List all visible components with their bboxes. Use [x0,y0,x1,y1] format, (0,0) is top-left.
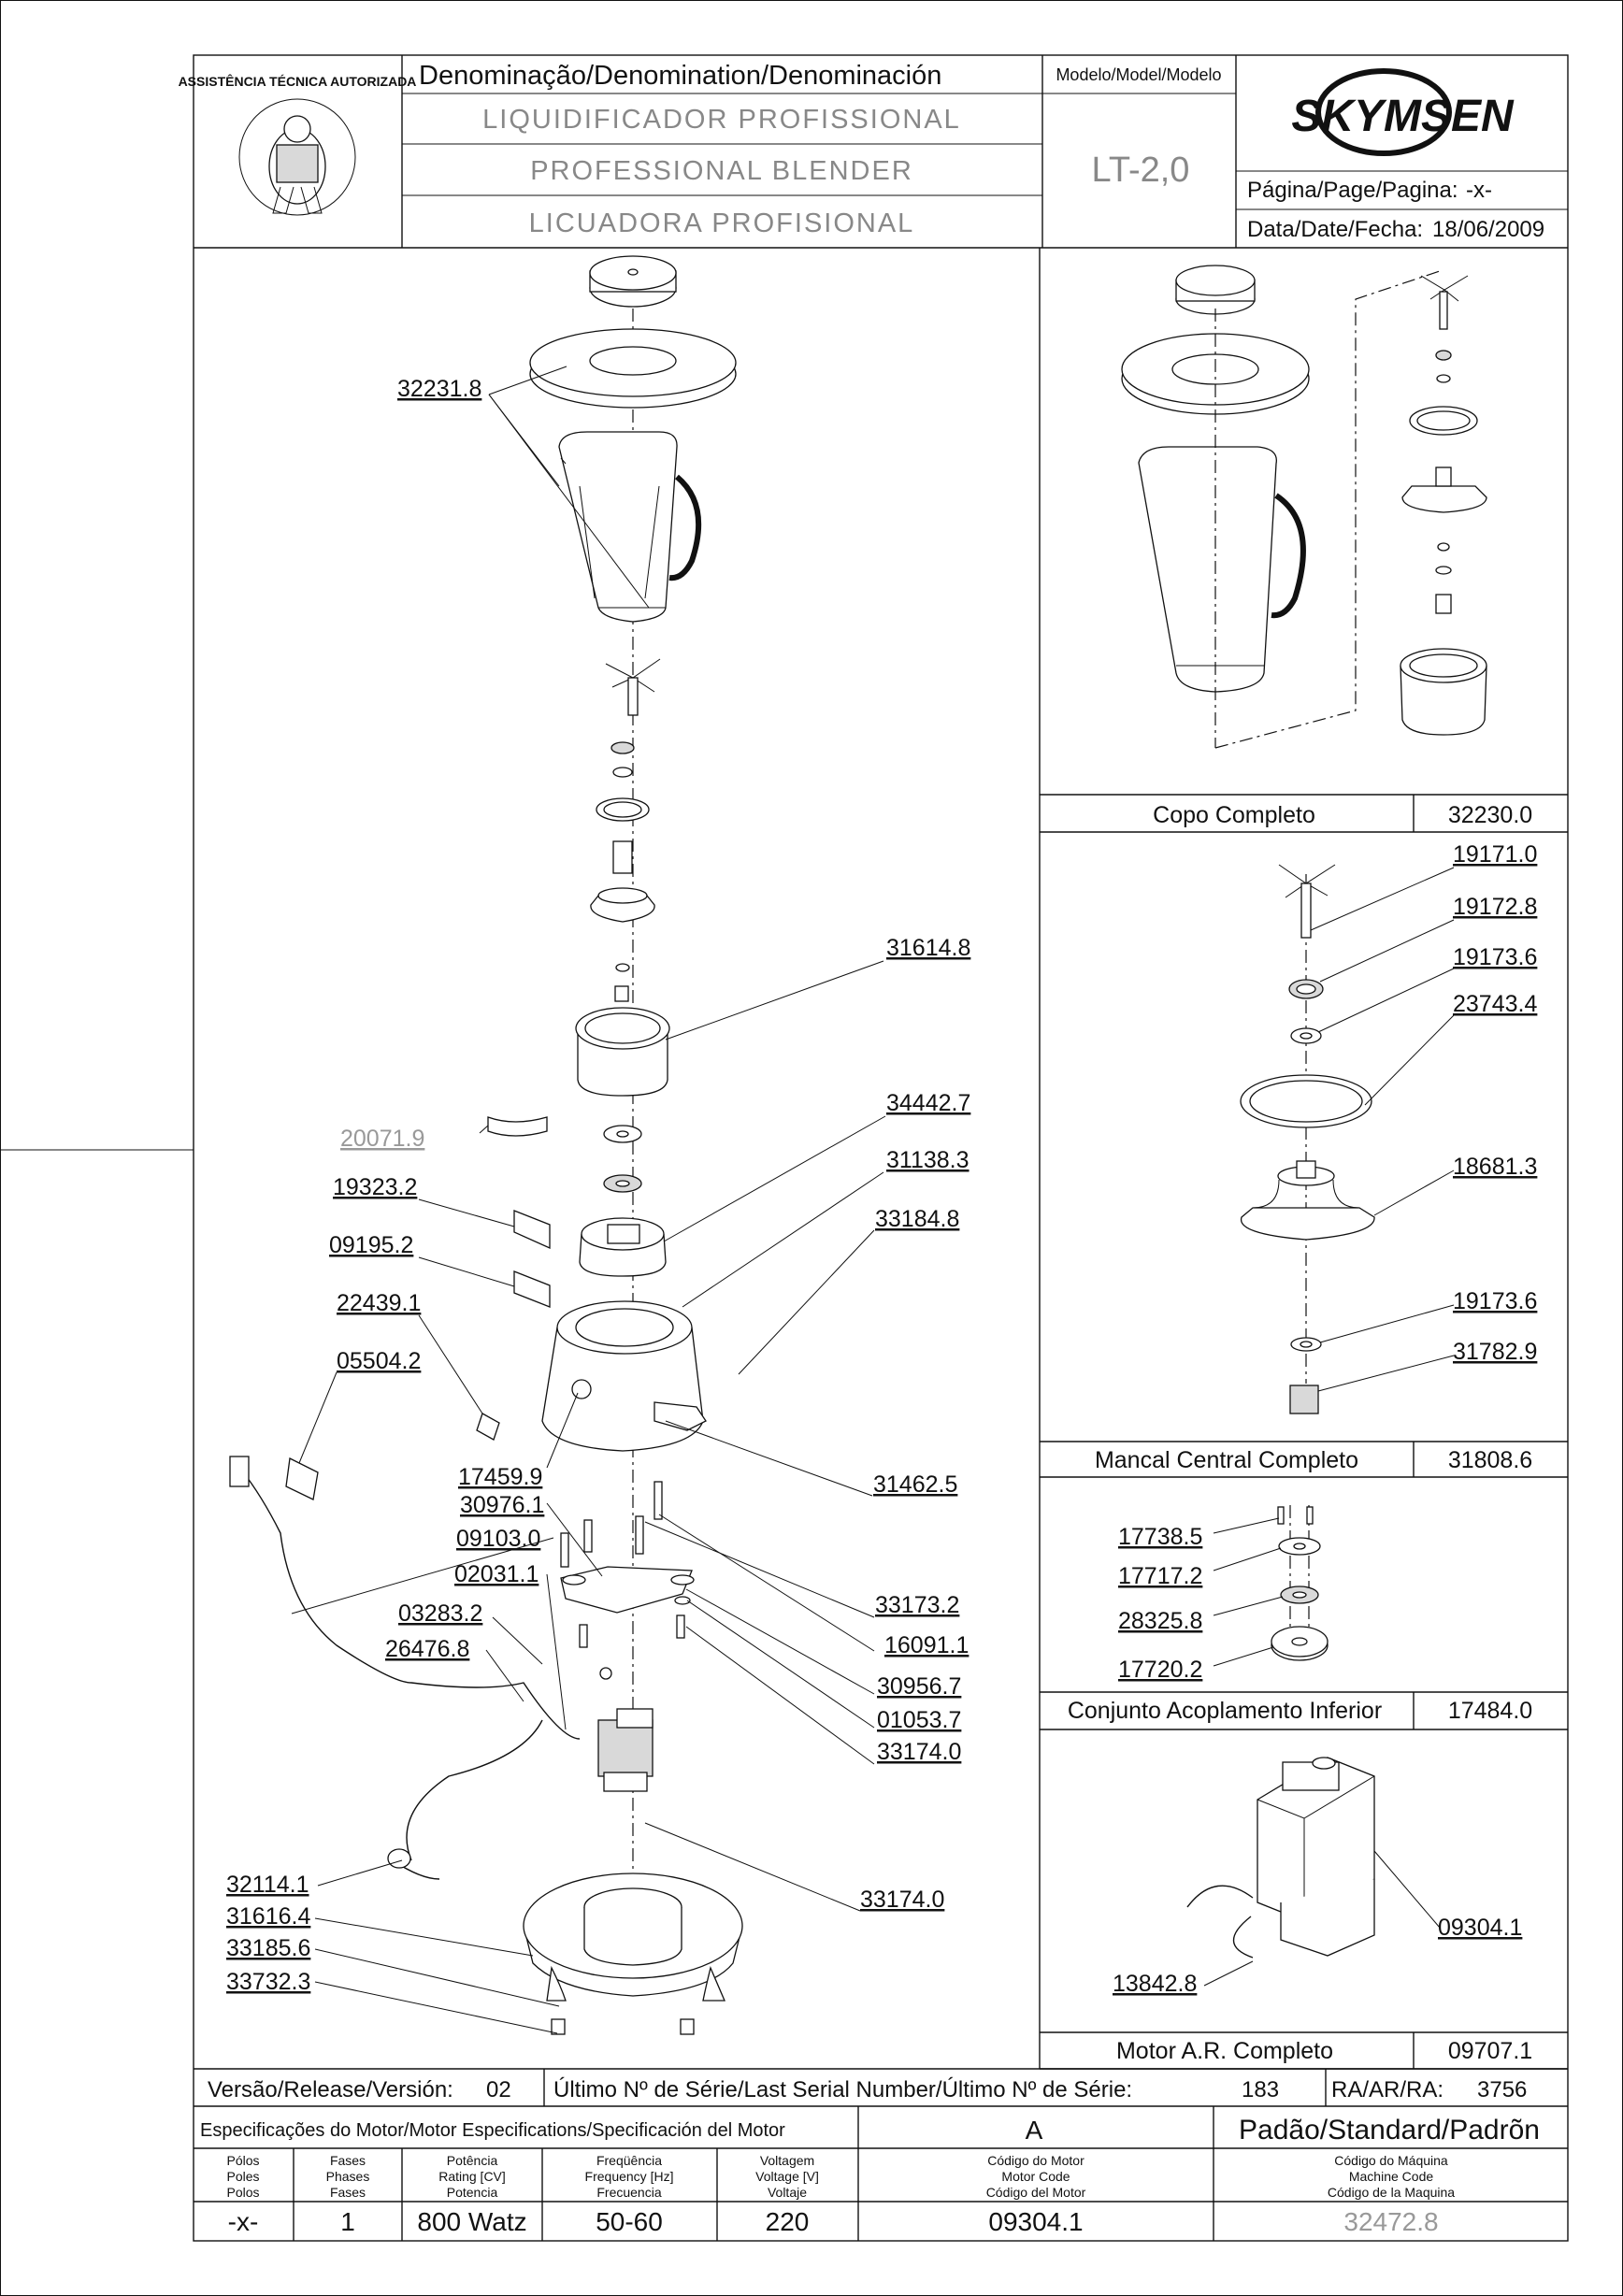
upper-cover [580,1218,666,1276]
part-label: 33173.2 [875,1592,960,1618]
motor-spec-table [194,2106,1568,2241]
serial-value: 183 [1242,2077,1280,2102]
spec-title: Especificações do Motor/Motor Especifications/Specificación del Motor [200,2120,785,2141]
copo-drawing [1122,265,1487,748]
seal-caption: ASSISTÊNCIA TÉCNICA AUTORIZADA [178,74,417,89]
blender-jar [559,432,698,622]
spec-value-phases: 1 [340,2207,355,2236]
bearing-stack [591,742,654,1001]
motor-drawing [1187,1758,1374,1958]
page-value: -x- [1466,178,1492,203]
brand-name: SKYMSEN [1291,92,1514,141]
spec-value-poles: -x- [227,2207,259,2236]
ra-value: 3756 [1477,2077,1528,2102]
part-label: 30956.7 [877,1673,962,1700]
assembly-code: 17484.0 [1447,1698,1533,1724]
motor-unit [598,1709,653,1791]
col-label-machine-code: Código do Máquina Machine Code Código de la Maquina [1327,2153,1456,2200]
product-name-pt: LIQUIDIFICADOR PROFISSIONAL [482,105,961,135]
part-label: 13842.8 [1113,1971,1198,1997]
part-label: 09103.0 [456,1526,541,1552]
mancal-leader-lines [1311,868,1454,1391]
part-label: 17738.5 [1118,1524,1203,1550]
assembly-panels [1040,265,1568,2069]
spec-value-motor-code: 09304.1 [988,2207,1084,2236]
assembly-name: Motor A.R. Completo [1115,2038,1334,2064]
col-label-poles: Pólos Poles Polos [226,2153,260,2200]
lid-cap [590,256,676,307]
col-label-frequency: Freqüência Frequency [Hz] Frecuencia [584,2153,674,2200]
part-label: 26476.8 [385,1636,470,1662]
part-label: 31782.9 [1453,1339,1538,1365]
part-label: 33732.3 [226,1969,311,1995]
jar-base-coupling [576,1008,669,1096]
part-label: 23743.4 [1453,991,1538,1017]
col-label-voltage: Voltagem Voltage [V] Voltaje [755,2153,819,2200]
assembly-code: 09707.1 [1447,2038,1533,2064]
part-label: 03283.2 [398,1600,483,1627]
part-label: 05504.2 [337,1348,422,1374]
spec-variant: A [1025,2116,1043,2145]
part-label: 31138.3 [886,1147,969,1173]
date-label: Data/Date/Fecha: [1247,217,1424,242]
assembly-code: 32230.0 [1447,802,1533,828]
spec-value-rating: 800 Watz [417,2207,527,2236]
spec-value-machine-code: 32472.8 [1343,2207,1439,2236]
date-value: 18/06/2009 [1432,217,1545,242]
acoplamento-drawing [1271,1505,1328,1660]
part-label: 33185.6 [226,1935,311,1961]
part-label: 20071.9 [340,1126,425,1152]
part-label: 17459.9 [458,1464,543,1490]
part-label: 09304.1 [1438,1915,1523,1941]
title-block [179,55,1568,248]
part-label: 31616.4 [226,1903,311,1930]
part-label: 19171.0 [1453,841,1538,868]
part-label: 31462.5 [873,1471,958,1498]
panel-motor-completo [1113,1758,1532,2064]
part-label: 31614.8 [886,935,971,961]
standard-label: Padão/Standard/Padrõn [1239,2115,1540,2145]
part-label: 34442.7 [886,1090,971,1116]
product-name-es: LICUADORA PROFISIONAL [528,208,915,238]
col-label-phases: Fases Phases Fases [325,2153,370,2200]
part-label: 19173.6 [1453,944,1538,970]
bracket-and-screws [561,1482,694,1679]
release-bar [194,2069,1568,2106]
part-label: 09195.2 [329,1232,414,1258]
part-label: 17717.2 [1118,1563,1203,1589]
part-label: 19323.2 [333,1174,418,1200]
col-label-motor-code: Código do Motor Motor Code Código del Motor [985,2153,1086,2200]
model-label: Modelo/Model/Modelo [1056,65,1222,84]
lower-coupling-parts [604,1126,641,1192]
part-label: 28325.8 [1118,1608,1203,1634]
panel-mancal-central [1095,841,1538,1473]
part-label: 02031.1 [454,1561,539,1587]
assembly-code: 31808.6 [1447,1447,1533,1473]
part-label: 19172.8 [1453,894,1538,920]
version-label: Versão/Release/Versión: [208,2077,453,2102]
part-label: 22439.1 [337,1290,422,1316]
spec-value-voltage: 220 [765,2207,810,2236]
part-label: 32231.8 [397,376,482,402]
part-label: 18681.3 [1453,1154,1538,1180]
version-value: 02 [486,2077,511,2102]
part-label: 30976.1 [460,1492,545,1518]
panel-copo-completo [1122,265,1532,828]
part-label: 32114.1 [226,1872,309,1898]
brand-logo [1291,71,1515,153]
main-exploded-view [226,248,1040,2069]
model-value: LT-2,0 [1091,151,1190,190]
assembly-name: Mancal Central Completo [1094,1447,1359,1473]
col-label-rating: Potência Rating [CV] Potencia [438,2153,506,2200]
spec-value-frequency: 50-60 [596,2207,663,2236]
assembly-name: Conjunto Acoplamento Inferior [1067,1698,1383,1724]
denomination-label: Denominação/Denomination/Denominación [419,61,942,91]
base-plate [524,1873,742,2034]
assembly-name: Copo Completo [1153,802,1315,828]
authorized-service-seal [179,73,417,215]
panel-acoplamento-inferior [1068,1505,1532,1724]
part-label: 16091.1 [884,1632,969,1658]
serial-label: Último Nº de Série/Last Serial Number/Último Nº de Série: [553,2077,1133,2102]
mancal-drawing [1241,865,1374,1413]
part-label: 33174.0 [877,1739,962,1765]
part-label: 33184.8 [875,1206,960,1232]
part-label: 33174.0 [860,1887,945,1913]
part-label: 19173.6 [1453,1288,1538,1314]
ra-label: RA/AR/RA: [1331,2077,1444,2102]
product-name-en: PROFESSIONAL BLENDER [530,156,913,186]
part-label: 17720.2 [1118,1657,1203,1683]
part-label: 01053.7 [877,1707,962,1733]
page-label: Página/Page/Pagina: [1247,178,1458,203]
power-cord [230,1457,580,1879]
motor-housing [542,1301,706,1451]
